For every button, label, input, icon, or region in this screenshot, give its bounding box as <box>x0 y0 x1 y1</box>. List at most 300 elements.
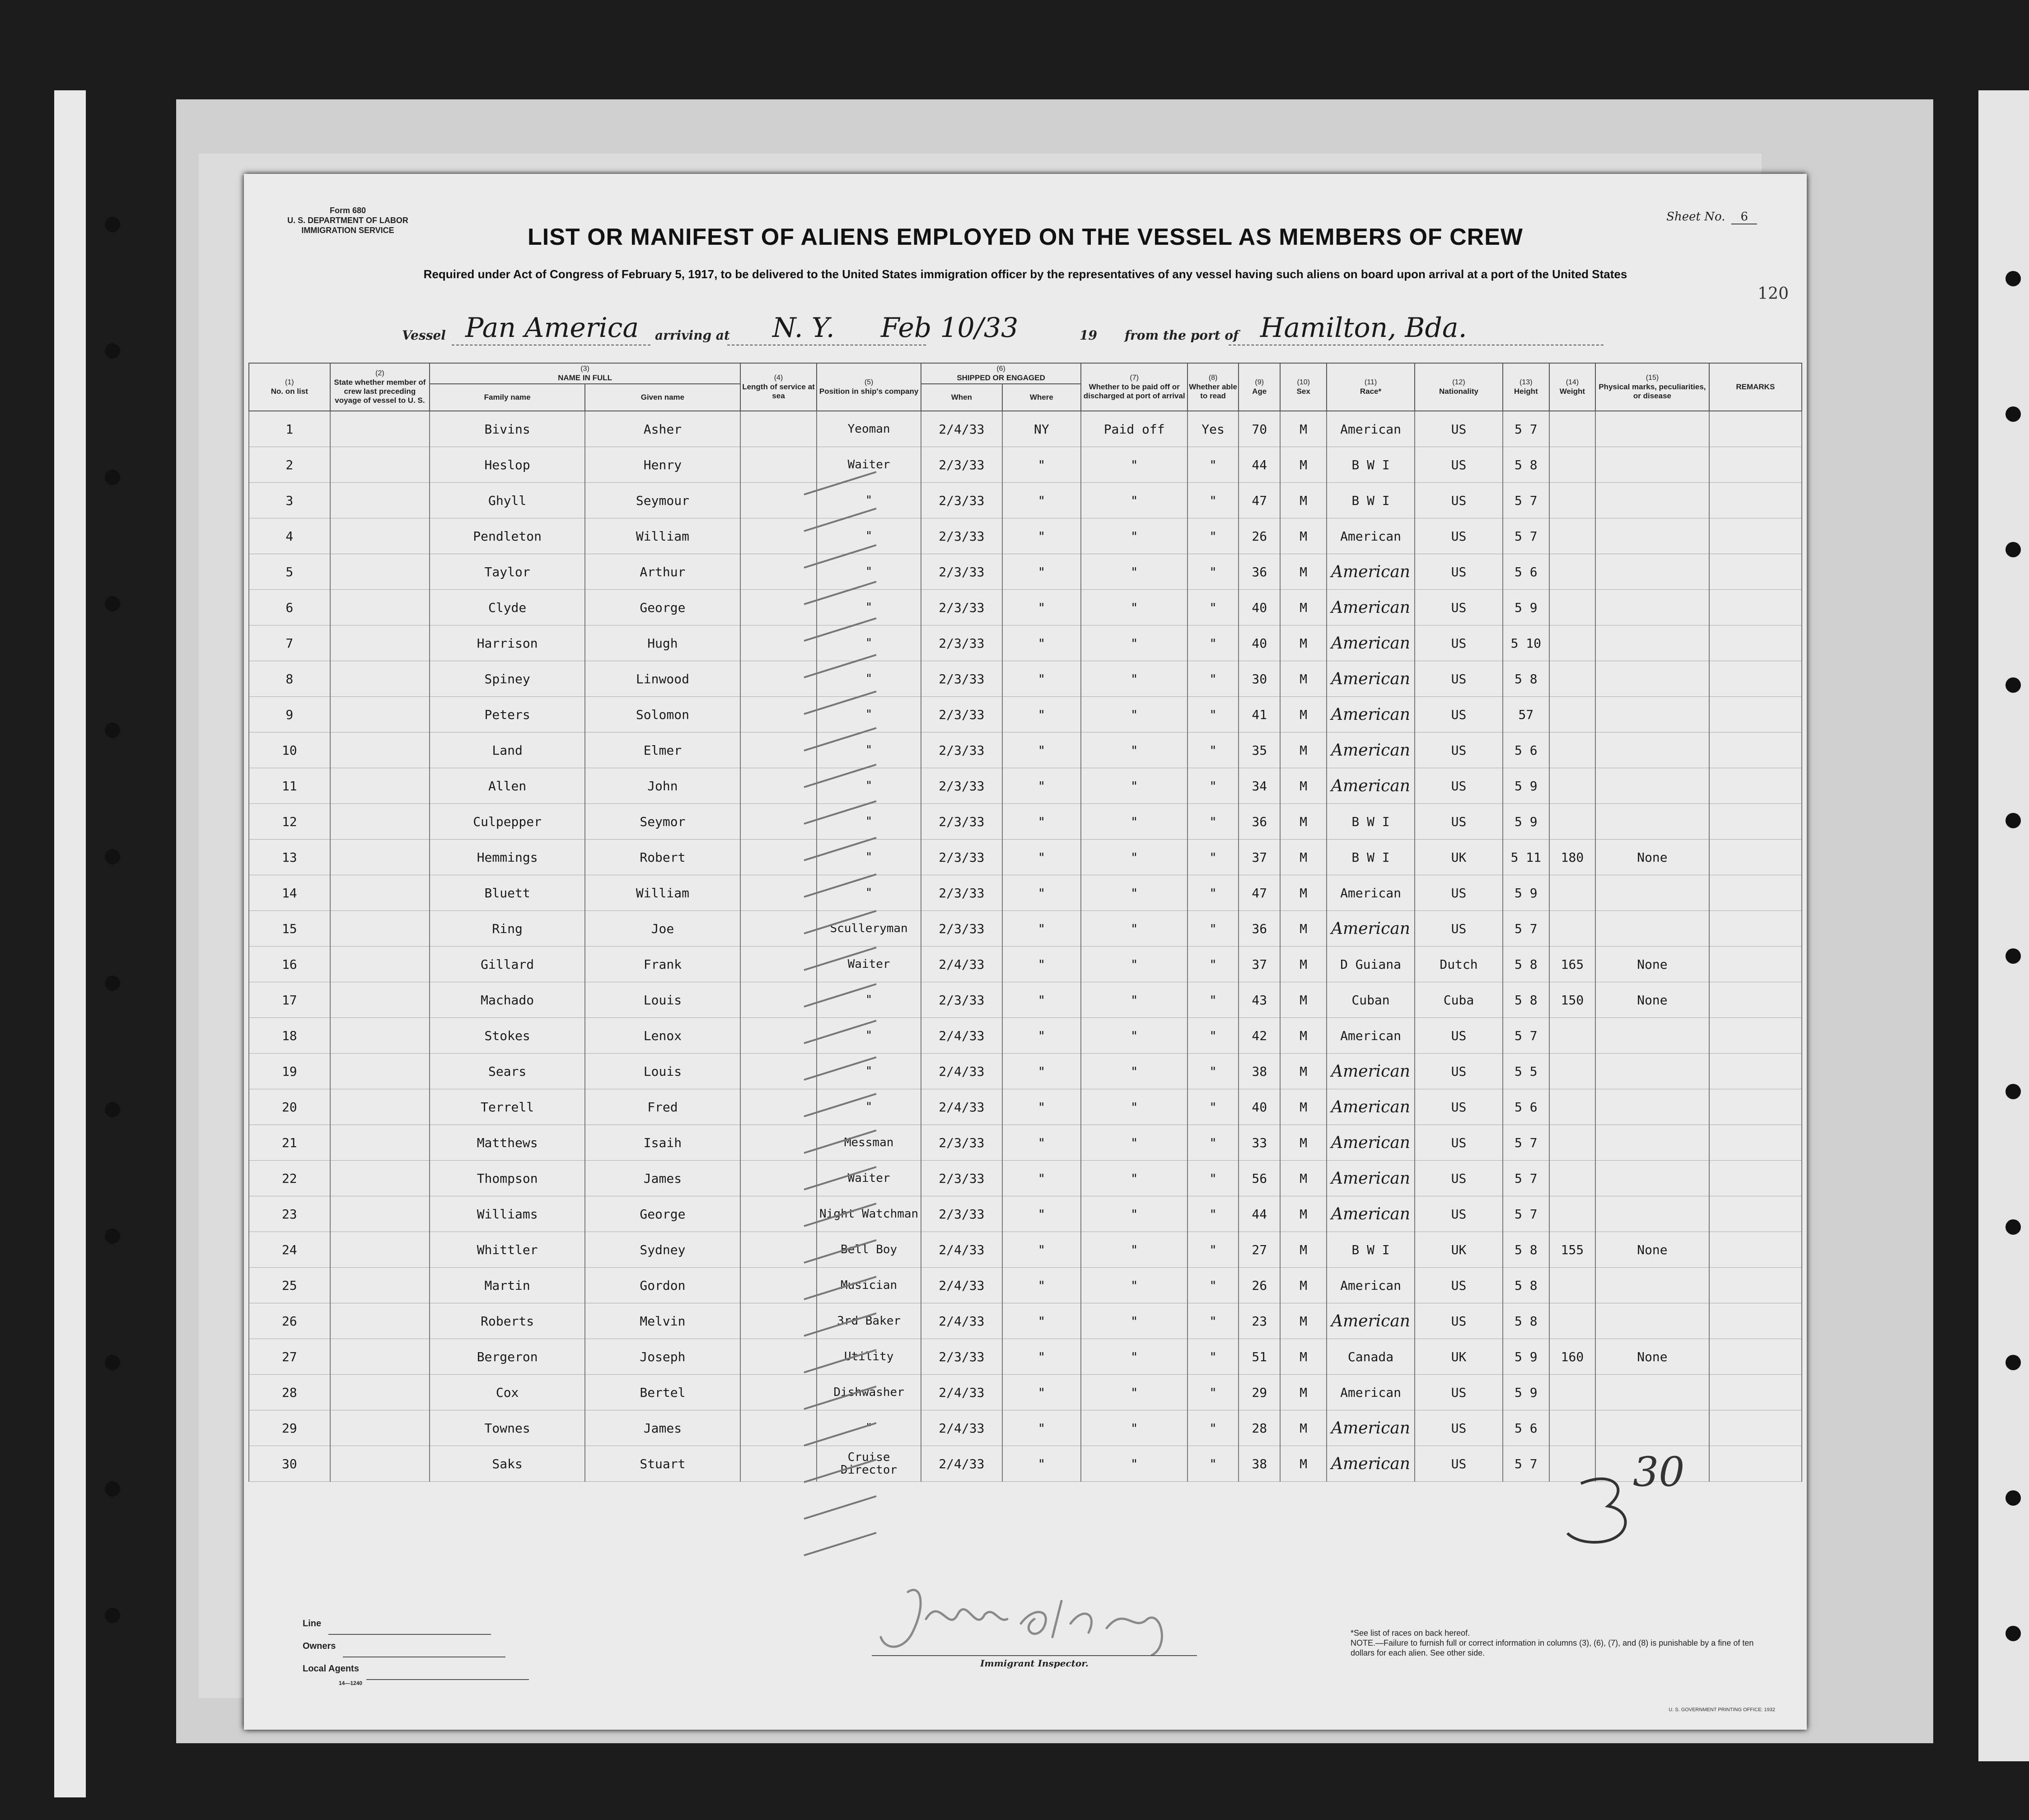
age: 26 <box>1239 518 1280 554</box>
height: 5 7 <box>1503 1196 1549 1232</box>
paid-off: " <box>1081 447 1187 483</box>
footnote-races: *See list of races on back hereof. <box>1351 1629 1470 1638</box>
nationality: US <box>1415 804 1503 840</box>
header-length-of-service: (4) Length of service at sea <box>740 363 817 411</box>
given-name: Louis <box>585 1054 740 1089</box>
length-of-service-cell <box>740 1339 817 1375</box>
height: 5 7 <box>1503 411 1549 447</box>
last-voyage-cell <box>330 661 430 697</box>
length-of-service-cell <box>740 1089 817 1125</box>
age: 44 <box>1239 1196 1280 1232</box>
crew-manifest-table <box>248 363 1802 1482</box>
paid-off: " <box>1081 1232 1187 1268</box>
sex: M <box>1280 1196 1327 1232</box>
race: American <box>1327 733 1415 768</box>
given-name: Isaih <box>585 1125 740 1161</box>
table-row <box>249 1161 1802 1196</box>
weight: 160 <box>1549 1339 1596 1375</box>
remarks-cell <box>1709 1054 1802 1089</box>
film-hole <box>2006 406 2021 422</box>
shipped-when: 2/4/33 <box>921 1232 1002 1268</box>
age: 37 <box>1239 947 1280 982</box>
shipped-where: " <box>1002 733 1081 768</box>
age: 40 <box>1239 1089 1280 1125</box>
race: American <box>1327 1196 1415 1232</box>
remarks-cell <box>1709 947 1802 982</box>
height: 5 6 <box>1503 1089 1549 1125</box>
given-name: Robert <box>585 840 740 875</box>
length-of-service-cell <box>740 947 817 982</box>
age: 34 <box>1239 768 1280 804</box>
sex: M <box>1280 1161 1327 1196</box>
shipped-where: " <box>1002 947 1081 982</box>
position: Waiter <box>817 1161 921 1196</box>
remarks-cell <box>1709 625 1802 661</box>
physical-marks: None <box>1595 982 1709 1018</box>
height: 5 8 <box>1503 982 1549 1018</box>
remarks-cell <box>1709 1446 1802 1482</box>
physical-marks <box>1595 1161 1709 1196</box>
nationality: US <box>1415 1303 1503 1339</box>
row-number: 11 <box>249 768 330 804</box>
able-to-read: " <box>1187 733 1239 768</box>
table-row <box>249 911 1802 947</box>
shipped-where: " <box>1002 518 1081 554</box>
row-number: 25 <box>249 1268 330 1303</box>
shipped-where: " <box>1002 1196 1081 1232</box>
header-shipped-engaged: (6) SHIPPED OR ENGAGED <box>921 363 1081 384</box>
height: 5 9 <box>1503 1375 1549 1410</box>
physical-marks <box>1595 447 1709 483</box>
weight <box>1549 875 1596 911</box>
table-row <box>249 768 1802 804</box>
remarks-cell <box>1709 1089 1802 1125</box>
remarks-cell <box>1709 661 1802 697</box>
film-hole <box>105 1228 120 1244</box>
table-row <box>249 518 1802 554</box>
table-row <box>249 625 1802 661</box>
sex: M <box>1280 1232 1327 1268</box>
age: 40 <box>1239 625 1280 661</box>
physical-marks <box>1595 411 1709 447</box>
header-sex: (10) Sex <box>1280 363 1327 411</box>
height: 5 6 <box>1503 1410 1549 1446</box>
given-name: Frank <box>585 947 740 982</box>
sex: M <box>1280 1018 1327 1054</box>
header-given-name: Given name <box>585 384 740 411</box>
last-voyage-cell <box>330 1410 430 1446</box>
length-of-service-cell <box>740 554 817 590</box>
sex: M <box>1280 518 1327 554</box>
physical-marks <box>1595 1089 1709 1125</box>
weight <box>1549 1018 1596 1054</box>
shipped-where: " <box>1002 483 1081 518</box>
shipped-where: " <box>1002 804 1081 840</box>
race: D Guiana <box>1327 947 1415 982</box>
height: 5 6 <box>1503 733 1549 768</box>
physical-marks <box>1595 1018 1709 1054</box>
table-row <box>249 1089 1802 1125</box>
shipped-when: 2/4/33 <box>921 1375 1002 1410</box>
family-name: Thompson <box>430 1161 585 1196</box>
length-of-service-cell <box>740 447 817 483</box>
film-hole <box>105 1481 120 1497</box>
vessel-info-line <box>402 312 1757 345</box>
table-row <box>249 1018 1802 1054</box>
given-name: Louis <box>585 982 740 1018</box>
form-service: IMMIGRATION SERVICE <box>301 226 394 235</box>
race: Cuban <box>1327 982 1415 1018</box>
weight <box>1549 1303 1596 1339</box>
film-hole <box>2006 1490 2021 1506</box>
row-number: 16 <box>249 947 330 982</box>
height: 5 7 <box>1503 911 1549 947</box>
shipped-where: " <box>1002 1089 1081 1125</box>
check-mark <box>804 1496 876 1519</box>
length-of-service-cell <box>740 411 817 447</box>
length-of-service-cell <box>740 733 817 768</box>
age: 47 <box>1239 483 1280 518</box>
line-label: Line <box>303 1619 322 1629</box>
nationality: US <box>1415 1268 1503 1303</box>
height: 5 9 <box>1503 768 1549 804</box>
able-to-read: " <box>1187 840 1239 875</box>
last-voyage-cell <box>330 1196 430 1232</box>
family-name: Ring <box>430 911 585 947</box>
film-hole <box>2006 677 2021 693</box>
manifest-sheet <box>244 174 1807 1730</box>
age: 36 <box>1239 911 1280 947</box>
age: 37 <box>1239 840 1280 875</box>
last-voyage-cell <box>330 1125 430 1161</box>
sex: M <box>1280 447 1327 483</box>
shipped-when: 2/3/33 <box>921 625 1002 661</box>
physical-marks <box>1595 554 1709 590</box>
race: American <box>1327 697 1415 733</box>
position: Messman <box>817 1125 921 1161</box>
film-hole <box>105 343 120 359</box>
shipped-where: " <box>1002 875 1081 911</box>
sex: M <box>1280 982 1327 1018</box>
family-name: Peters <box>430 697 585 733</box>
family-name: Sears <box>430 1054 585 1089</box>
shipped-when: 2/4/33 <box>921 947 1002 982</box>
position: " <box>817 1054 921 1089</box>
nationality: US <box>1415 483 1503 518</box>
weight <box>1549 625 1596 661</box>
row-number: 7 <box>249 625 330 661</box>
given-name: Melvin <box>585 1303 740 1339</box>
age: 35 <box>1239 733 1280 768</box>
nationality: UK <box>1415 1339 1503 1375</box>
given-name: James <box>585 1410 740 1446</box>
nationality: US <box>1415 1375 1503 1410</box>
race: American <box>1327 1268 1415 1303</box>
table-row <box>249 875 1802 911</box>
able-to-read: " <box>1187 982 1239 1018</box>
nationality: US <box>1415 1018 1503 1054</box>
given-name: Fred <box>585 1089 740 1125</box>
weight <box>1549 411 1596 447</box>
header-last-voyage: (2) State whether member of crew last preceding voyage of vessel to U. S. <box>330 363 430 411</box>
agents-code: 14—1240 <box>339 1680 363 1686</box>
family-name: Ghyll <box>430 483 585 518</box>
film-hole <box>105 1102 120 1117</box>
able-to-read: " <box>1187 1446 1239 1482</box>
physical-marks <box>1595 697 1709 733</box>
film-hole <box>105 849 120 864</box>
shipped-where: " <box>1002 1018 1081 1054</box>
shipped-when: 2/3/33 <box>921 804 1002 840</box>
physical-marks <box>1595 875 1709 911</box>
shipped-where: " <box>1002 1339 1081 1375</box>
weight <box>1549 1125 1596 1161</box>
table-row <box>249 483 1802 518</box>
shipped-when: 2/3/33 <box>921 483 1002 518</box>
race: American <box>1327 1446 1415 1482</box>
footer-fields <box>303 1612 529 1686</box>
family-name: Whittler <box>430 1232 585 1268</box>
sheet-number <box>1666 210 1757 224</box>
paid-off: " <box>1081 1018 1187 1054</box>
remarks-cell <box>1709 1196 1802 1232</box>
able-to-read: " <box>1187 554 1239 590</box>
family-name: Heslop <box>430 447 585 483</box>
shipped-when: 2/3/33 <box>921 840 1002 875</box>
given-name: Bertel <box>585 1375 740 1410</box>
agents-label: Local Agents <box>303 1664 359 1674</box>
header-weight: (14) Weight <box>1549 363 1596 411</box>
given-name: Arthur <box>585 554 740 590</box>
nationality: US <box>1415 1196 1503 1232</box>
position: " <box>817 661 921 697</box>
form-department: U. S. DEPARTMENT OF LABOR <box>287 216 408 225</box>
race: American <box>1327 1410 1415 1446</box>
row-number: 12 <box>249 804 330 840</box>
row-number: 6 <box>249 590 330 625</box>
nationality: US <box>1415 447 1503 483</box>
row-number: 4 <box>249 518 330 554</box>
paid-off: " <box>1081 518 1187 554</box>
race: American <box>1327 1303 1415 1339</box>
able-to-read: " <box>1187 1303 1239 1339</box>
sex: M <box>1280 697 1327 733</box>
agents-field <box>303 1657 529 1680</box>
remarks-cell <box>1709 768 1802 804</box>
nationality: Dutch <box>1415 947 1503 982</box>
family-name: Bivins <box>430 411 585 447</box>
header-height: (13) Height <box>1503 363 1549 411</box>
length-of-service-cell <box>740 483 817 518</box>
age: 51 <box>1239 1339 1280 1375</box>
table-row <box>249 447 1802 483</box>
position: " <box>817 554 921 590</box>
last-voyage-cell <box>330 483 430 518</box>
weight: 150 <box>1549 982 1596 1018</box>
age: 36 <box>1239 554 1280 590</box>
physical-marks <box>1595 1446 1709 1482</box>
able-to-read: " <box>1187 1196 1239 1232</box>
weight <box>1549 697 1596 733</box>
shipped-when: 2/3/33 <box>921 982 1002 1018</box>
family-name: Townes <box>430 1410 585 1446</box>
remarks-cell <box>1709 875 1802 911</box>
sheet-number-label: Sheet No. <box>1666 210 1725 224</box>
family-name: Culpepper <box>430 804 585 840</box>
remarks-cell <box>1709 518 1802 554</box>
row-number: 27 <box>249 1339 330 1375</box>
weight <box>1549 1089 1596 1125</box>
header-age: (9) Age <box>1239 363 1280 411</box>
document-subtitle: Required under Act of Congress of February 5, 1917, to be delivered to the United States immigration officer by the representatives of any vessel having such aliens on board upon arrival at a port of the United States <box>423 267 1627 281</box>
paid-off: " <box>1081 1303 1187 1339</box>
race: American <box>1327 625 1415 661</box>
shipped-where: " <box>1002 1410 1081 1446</box>
row-number: 1 <box>249 411 330 447</box>
shipped-when: 2/4/33 <box>921 1054 1002 1089</box>
able-to-read: " <box>1187 1161 1239 1196</box>
length-of-service-cell <box>740 1054 817 1089</box>
height: 5 7 <box>1503 1446 1549 1482</box>
sex: M <box>1280 947 1327 982</box>
last-voyage-cell <box>330 1018 430 1054</box>
race: B W I <box>1327 840 1415 875</box>
weight <box>1549 1161 1596 1196</box>
table-row <box>249 1410 1802 1446</box>
nationality: Cuba <box>1415 982 1503 1018</box>
paid-off: " <box>1081 1089 1187 1125</box>
owners-label: Owners <box>303 1641 336 1651</box>
nationality: UK <box>1415 1232 1503 1268</box>
shipped-when: 2/3/33 <box>921 1125 1002 1161</box>
shipped-where: " <box>1002 447 1081 483</box>
race: American <box>1327 411 1415 447</box>
physical-marks <box>1595 1410 1709 1446</box>
nationality: US <box>1415 661 1503 697</box>
sex: M <box>1280 840 1327 875</box>
able-to-read: " <box>1187 590 1239 625</box>
remarks-cell <box>1709 1232 1802 1268</box>
sex: M <box>1280 875 1327 911</box>
paid-off: " <box>1081 661 1187 697</box>
last-voyage-cell <box>330 840 430 875</box>
sex: M <box>1280 625 1327 661</box>
film-hole <box>2006 1219 2021 1235</box>
able-to-read: " <box>1187 447 1239 483</box>
weight <box>1549 1410 1596 1446</box>
position: " <box>817 697 921 733</box>
position: Dishwasher <box>817 1375 921 1410</box>
film-hole <box>2006 1355 2021 1370</box>
table-row <box>249 1339 1802 1375</box>
position: Bell Boy <box>817 1232 921 1268</box>
given-name: George <box>585 590 740 625</box>
sex: M <box>1280 411 1327 447</box>
family-name: Saks <box>430 1446 585 1482</box>
table-row <box>249 840 1802 875</box>
table-row <box>249 661 1802 697</box>
shipped-where: " <box>1002 982 1081 1018</box>
given-name: Henry <box>585 447 740 483</box>
paid-off: " <box>1081 947 1187 982</box>
weight <box>1549 590 1596 625</box>
race: American <box>1327 875 1415 911</box>
paid-off: " <box>1081 733 1187 768</box>
age: 70 <box>1239 411 1280 447</box>
family-name: Land <box>430 733 585 768</box>
nationality: US <box>1415 518 1503 554</box>
age: 44 <box>1239 447 1280 483</box>
film-hole <box>2006 1626 2021 1641</box>
length-of-service-cell <box>740 1125 817 1161</box>
physical-marks: None <box>1595 1232 1709 1268</box>
age: 28 <box>1239 1410 1280 1446</box>
physical-marks <box>1595 1196 1709 1232</box>
nationality: UK <box>1415 840 1503 875</box>
nationality: US <box>1415 911 1503 947</box>
remarks-cell <box>1709 733 1802 768</box>
shipped-when: 2/4/33 <box>921 1446 1002 1482</box>
row-number: 18 <box>249 1018 330 1054</box>
weight <box>1549 804 1596 840</box>
row-number: 3 <box>249 483 330 518</box>
stamp-number: 120 <box>1758 285 1789 303</box>
paid-off: " <box>1081 911 1187 947</box>
able-to-read: " <box>1187 947 1239 982</box>
sex: M <box>1280 1125 1327 1161</box>
shipped-where: " <box>1002 1375 1081 1410</box>
height: 5 7 <box>1503 483 1549 518</box>
able-to-read: " <box>1187 518 1239 554</box>
position: " <box>817 1089 921 1125</box>
last-voyage-cell <box>330 875 430 911</box>
length-of-service-cell <box>740 1196 817 1232</box>
height: 5 7 <box>1503 1161 1549 1196</box>
paid-off: " <box>1081 1054 1187 1089</box>
shipped-where: " <box>1002 554 1081 590</box>
family-name: Taylor <box>430 554 585 590</box>
remarks-cell <box>1709 1268 1802 1303</box>
row-number: 15 <box>249 911 330 947</box>
race: American <box>1327 1089 1415 1125</box>
last-voyage-cell <box>330 911 430 947</box>
given-name: Joe <box>585 911 740 947</box>
position: 3rd Baker <box>817 1303 921 1339</box>
length-of-service-cell <box>740 804 817 840</box>
physical-marks <box>1595 804 1709 840</box>
race: American <box>1327 768 1415 804</box>
height: 5 6 <box>1503 554 1549 590</box>
family-name: Roberts <box>430 1303 585 1339</box>
shipped-when: 2/3/33 <box>921 1196 1002 1232</box>
remarks-cell <box>1709 1339 1802 1375</box>
shipped-where: " <box>1002 625 1081 661</box>
family-name: Spiney <box>430 661 585 697</box>
race: American <box>1327 590 1415 625</box>
shipped-where: " <box>1002 590 1081 625</box>
weight <box>1549 1268 1596 1303</box>
length-of-service-cell <box>740 590 817 625</box>
paid-off: " <box>1081 625 1187 661</box>
remarks-cell <box>1709 1375 1802 1410</box>
last-voyage-cell <box>330 697 430 733</box>
header-when: When <box>921 384 1002 411</box>
able-to-read: " <box>1187 875 1239 911</box>
shipped-when: 2/4/33 <box>921 1303 1002 1339</box>
row-number: 30 <box>249 1446 330 1482</box>
weight <box>1549 733 1596 768</box>
nationality: US <box>1415 1161 1503 1196</box>
